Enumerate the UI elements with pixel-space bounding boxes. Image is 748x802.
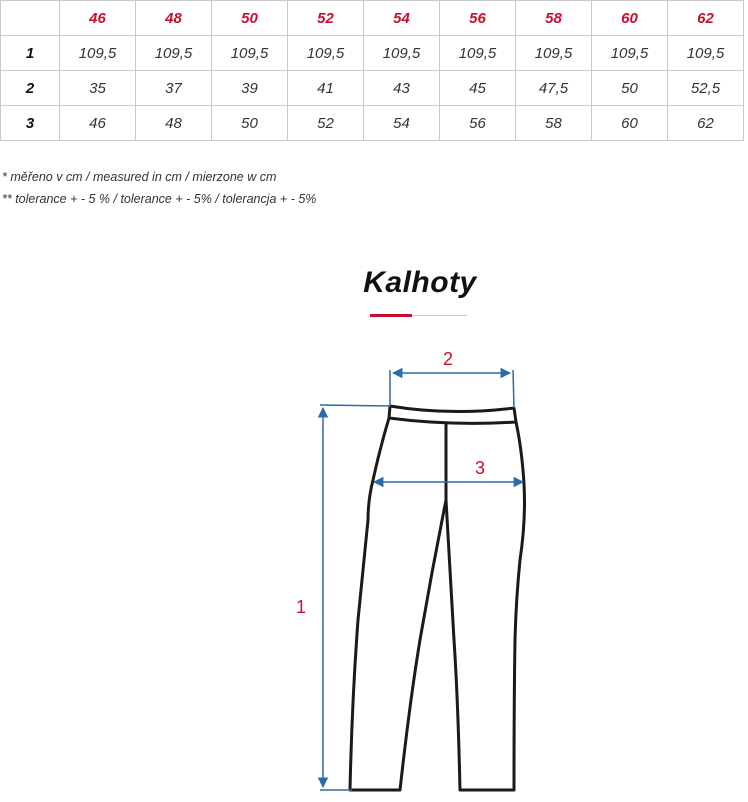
table-row <box>1 71 744 106</box>
table-cell: 109,5 <box>212 36 288 71</box>
table-corner-cell <box>1 1 60 36</box>
table-cell: 109,5 <box>516 36 592 71</box>
waist-dimension <box>390 349 514 408</box>
size-column-header: 52 <box>288 1 364 36</box>
table-cell: 56 <box>440 106 516 141</box>
figure-title: Kalhoty <box>363 266 477 299</box>
table-cell: 109,5 <box>668 36 744 71</box>
pants-diagram <box>0 330 748 802</box>
length-guide-top <box>320 405 390 406</box>
measurement-row-label: 1 <box>1 36 60 71</box>
table-cell: 45 <box>440 71 516 106</box>
size-column-header: 60 <box>592 1 668 36</box>
table-row <box>1 36 744 71</box>
measured-note: * měřeno v cm / measured in cm / mierzone w cm <box>2 170 277 184</box>
table-cell: 62 <box>668 106 744 141</box>
table-cell: 37 <box>136 71 212 106</box>
table-cell: 35 <box>60 71 136 106</box>
table-row <box>1 106 744 141</box>
table-cell: 41 <box>288 71 364 106</box>
waist-guide-right <box>513 370 514 408</box>
size-column-header: 50 <box>212 1 288 36</box>
table-cell: 43 <box>364 71 440 106</box>
measurement-notes <box>2 166 316 210</box>
table-cell: 109,5 <box>364 36 440 71</box>
table-cell: 54 <box>364 106 440 141</box>
table-cell: 50 <box>212 106 288 141</box>
table-cell: 50 <box>592 71 668 106</box>
length-label: 1 <box>296 597 307 617</box>
hip-label: 3 <box>475 458 486 478</box>
measurement-row-label: 2 <box>1 71 60 106</box>
table-cell: 109,5 <box>60 36 136 71</box>
table-cell: 109,5 <box>136 36 212 71</box>
table-cell: 52,5 <box>668 71 744 106</box>
table-cell: 47,5 <box>516 71 592 106</box>
pants-waistband <box>389 406 516 423</box>
size-column-header: 56 <box>440 1 516 36</box>
size-column-header: 48 <box>136 1 212 36</box>
table-cell: 60 <box>592 106 668 141</box>
size-column-header: 58 <box>516 1 592 36</box>
size-column-header: 54 <box>364 1 440 36</box>
table-cell: 52 <box>288 106 364 141</box>
pants-right-leg <box>446 422 525 790</box>
title-underline <box>370 314 467 317</box>
table-cell: 109,5 <box>440 36 516 71</box>
table-cell: 109,5 <box>288 36 364 71</box>
pants-left-leg <box>350 418 446 790</box>
table-cell: 46 <box>60 106 136 141</box>
size-column-header: 62 <box>668 1 744 36</box>
table-cell: 109,5 <box>592 36 668 71</box>
title-underline-accent <box>370 314 412 317</box>
size-header-row <box>1 1 744 36</box>
size-table <box>0 0 744 141</box>
title-underline-rule <box>412 315 467 316</box>
size-column-header: 46 <box>60 1 136 36</box>
pants-outline <box>350 406 525 790</box>
table-cell: 58 <box>516 106 592 141</box>
table-cell: 39 <box>212 71 288 106</box>
measurement-row-label: 3 <box>1 106 60 141</box>
hip-dimension <box>374 458 523 482</box>
waist-label: 2 <box>443 349 454 369</box>
tolerance-note: ** tolerance + - 5 % / tolerance + - 5% / tolerancja + - 5% <box>2 192 317 206</box>
table-cell: 48 <box>136 106 212 141</box>
